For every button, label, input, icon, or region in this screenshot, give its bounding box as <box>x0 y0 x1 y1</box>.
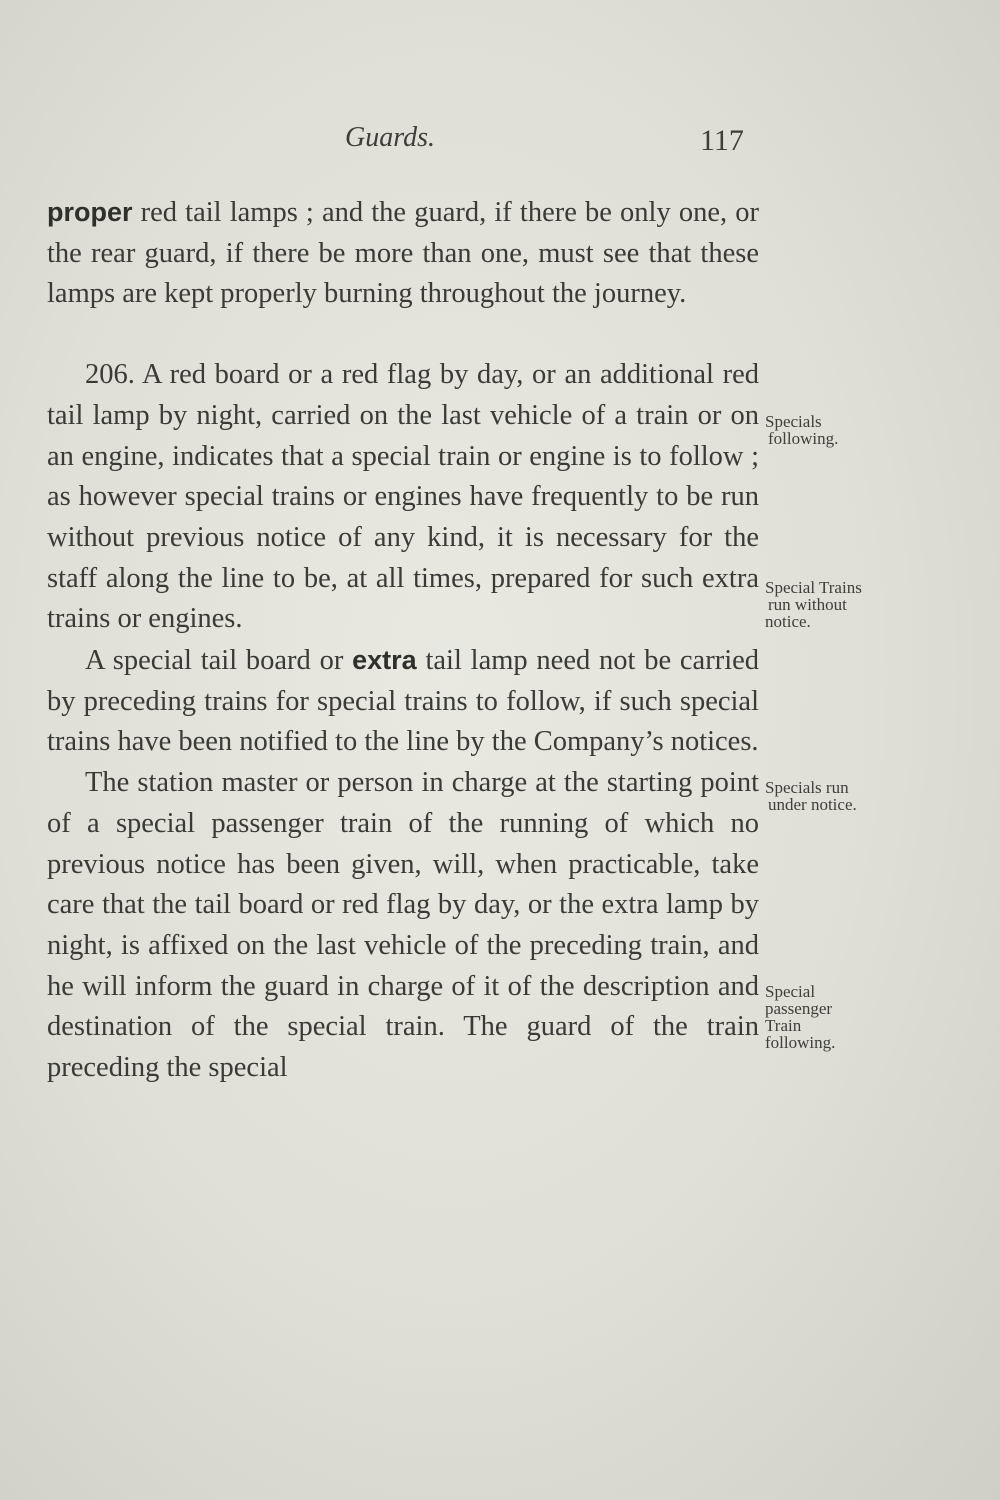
margin-note-line: Train <box>765 1016 802 1035</box>
margin-note-line: notice. <box>765 612 811 631</box>
margin-note-line: Specials <box>765 412 822 431</box>
margin-note-line: under notice. <box>768 795 857 814</box>
paragraph-text-before: A special tail board or <box>85 645 353 677</box>
margin-note-special-trains-without-notice <box>765 579 925 630</box>
body-text <box>47 192 759 1089</box>
margin-note-line: following. <box>768 429 839 448</box>
margin-note-specials-under-notice <box>765 779 925 813</box>
margin-note-line: run without <box>768 595 847 614</box>
paragraph-continued <box>47 192 759 315</box>
paragraph-rule-206: 206. A red board or a red flag by day, or an additional red tail lamp by night, carried on the last vehicle of a train or on an engine, indicates that a special train or engine is to follow ; as however special trains or engines have frequently to be run without previous notice of any kind, it is necessary for the staff along the line to be, at all times, prepared for such extra trains or engines. <box>47 359 759 635</box>
margin-note-line: passenger <box>765 999 833 1018</box>
paragraph-station-master: The station master or person in charge at the starting point of a special passenger train of the running of which no previous notice has been given, will, when practicable, take care that the tail board or red flag by day, or the extra lamp by night, is affixed on the last vehicle of the preceding train, and he will inform the guard in charge of it of the description and destination of the special train. The guard of the train preceding the special <box>47 767 759 1084</box>
paragraph-continued-text: red tail lamps ; and the guard, if there be only one, or the rear guard, if there be more than one, must see that these lamps are kept properly burning throughout the journey. <box>47 197 759 310</box>
paragraph-special-tail-board <box>47 640 759 763</box>
page-number: 117 <box>700 124 744 157</box>
margin-note-line: Special <box>765 982 816 1001</box>
margin-note-special-passenger-train <box>765 983 925 1051</box>
paragraph-text-after: tail lamp need not be carried by preceding trains for special trains to follow, if such special trains have been notified to the line by the Company’s notices. <box>47 645 760 758</box>
running-head <box>0 118 760 168</box>
running-title: Guards. <box>345 122 435 153</box>
margin-note-line: Specials run <box>765 778 849 797</box>
margin-note-line: following. <box>765 1033 836 1052</box>
margin-note-specials-following <box>765 413 925 447</box>
bold-word-extra: extra <box>352 645 417 676</box>
margin-note-line: Special Trains <box>765 578 862 597</box>
bold-word-proper: proper <box>47 197 133 227</box>
